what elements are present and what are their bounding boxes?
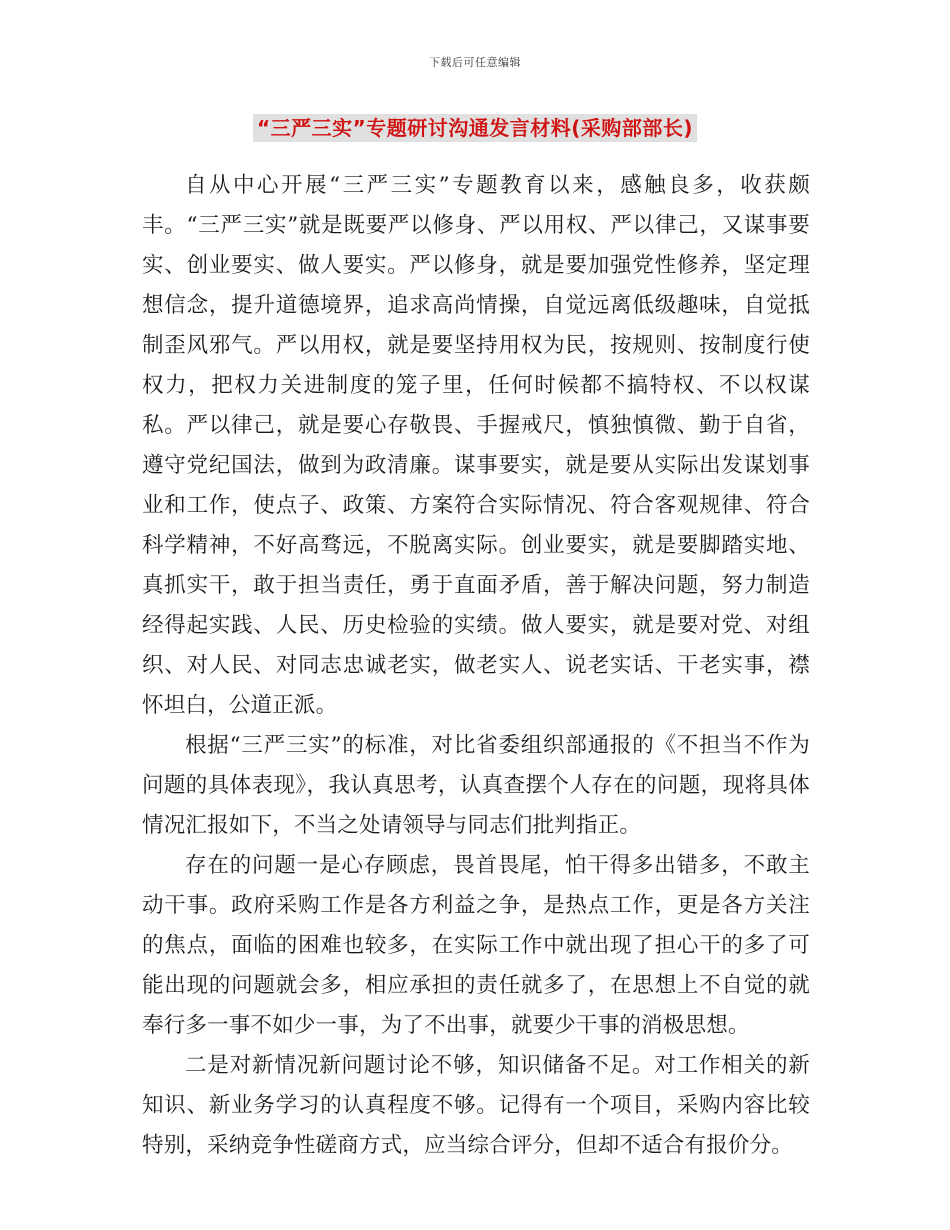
- document-title: “三严三实”专题研讨沟通发言材料(采购部部长): [253, 114, 697, 142]
- paragraph-problem-two: 二是对新情况新问题讨论不够，知识储备不足。对工作相关的新知识、新业务学习的认真程度不够。记得有一个项目，采购内容比较特别，采纳竞争性磋商方式，应当综合评分，但却不适合有报价分。: [142, 1053, 810, 1158]
- document-body: [142, 166, 810, 1166]
- title-container: [0, 114, 950, 142]
- paragraph-problem-one: 存在的问题一是心存顾虑，畏首畏尾，怕干得多出错多，不敢主动干事。政府采购工作是各方利益之争，是热点工作，更是各方关注的焦点，面临的困难也较多，在实际工作中就出现了担心干的多了可能出现的问题就会多，相应承担的责任就多了，在思想上不自觉的就奉行多一事不如少一事，为了不出事，就要少干事的消极思想。: [142, 853, 810, 1038]
- paragraph-standard: 根据“三严三实”的标准，对比省委组织部通报的《不担当不作为问题的具体表现》，我认真思考，认真查摆个人存在的问题，现将具体情况汇报如下，不当之处请领导与同志们批判指正。: [142, 733, 810, 838]
- paragraph-intro: 自从中心开展“三严三实”专题教育以来，感触良多，收获颇丰。“三严三实”就是既要严以修身、严以用权、严以律己，又谋事要实、创业要实、做人要实。严以修身，就是要加强党性修养，坚定理想信念，提升道德境界，追求高尚情操，自觉远离低级趣味，自觉抵制歪风邪气。严以用权，就是要坚持用权为民，按规则、按制度行使权力，把权力关进制度的笼子里，任何时候都不搞特权、不以权谋私。严以律己，就是要心存敬畏、手握戒尺，慎独慎微、勤于自省，遵守党纪国法，做到为政清廉。谋事要实，就是要从实际出发谋划事业和工作，使点子、政策、方案符合实际情况、符合客观规律、符合科学精神，不好高骛远，不脱离实际。创业要实，就是要脚踏实地、真抓实干，敢于担当责任，勇于直面矛盾，善于解决问题，努力制造经得起实践、人民、历史检验的实绩。做人要实，就是要对党、对组织、对人民、对同志忠诚老实，做老实人、说老实话、干老实事，襟怀坦白，公道正派。: [142, 173, 810, 718]
- page-header-note: 下载后可任意编辑: [429, 56, 521, 69]
